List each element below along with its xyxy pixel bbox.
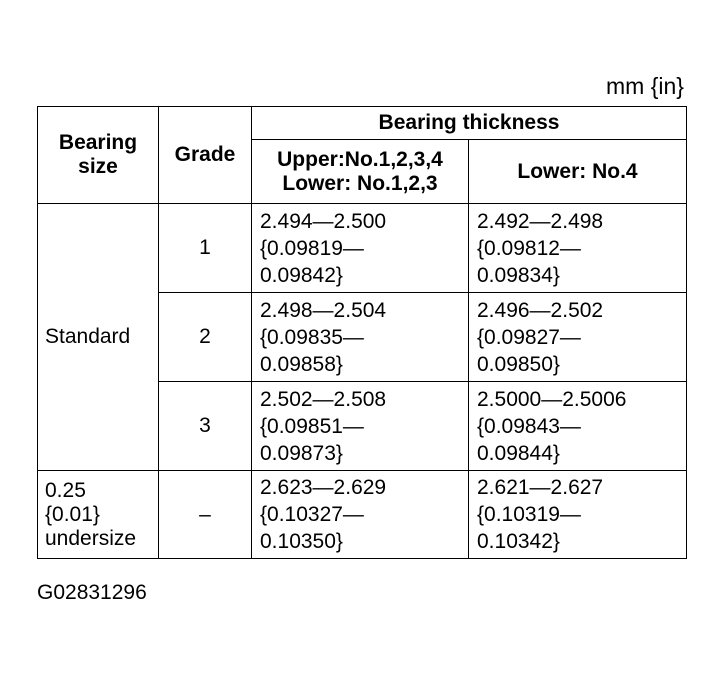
header-bearing-thickness: Bearing thickness — [252, 107, 687, 140]
value-line: 2.498—2.504 — [260, 298, 387, 322]
lower-thickness-cell — [469, 382, 687, 471]
standard-size-cell: Standard — [38, 204, 159, 471]
value-line: 0.09858} — [260, 352, 343, 376]
undersize-size-cell — [38, 471, 159, 559]
value-line: 0.09834} — [477, 263, 560, 287]
value-line: 0.09873} — [260, 441, 343, 465]
value-line: {0.09843— — [477, 414, 581, 438]
lower-thickness-cell — [469, 471, 687, 559]
table-row-undersize — [38, 471, 687, 559]
figure-id: G02831296 — [37, 581, 147, 604]
grade-cell: 1 — [159, 204, 252, 293]
value-line: {0.09851— — [260, 414, 364, 438]
value-line: {0.09835— — [260, 325, 364, 349]
value-line: 2.5000—2.5006 — [477, 387, 627, 411]
value-line: {0.10319— — [477, 503, 581, 526]
value-line: {0.09819— — [260, 236, 364, 260]
bearing-thickness-table — [37, 106, 687, 559]
value-line: 2.494—2.500 — [260, 209, 387, 233]
size-line: undersize — [45, 526, 137, 550]
upper-thickness-cell — [252, 204, 469, 293]
header-bearing-size-line1: Bearing — [58, 131, 138, 154]
grade-cell: 3 — [159, 382, 252, 471]
value-line: 2.496—2.502 — [477, 298, 604, 322]
header-grade: Grade — [159, 107, 252, 204]
value-line: 0.09842} — [260, 263, 343, 287]
header-upper-line1: Upper:No.1,2,3,4 — [277, 147, 443, 171]
header-upper-column — [252, 140, 469, 204]
value-line: 2.492—2.498 — [477, 209, 604, 233]
grade-cell: 2 — [159, 293, 252, 382]
upper-thickness-cell — [252, 293, 469, 382]
table-row-grade-1 — [38, 204, 687, 293]
value-line: 2.621—2.627 — [477, 476, 604, 499]
value-line: 0.10350} — [260, 530, 343, 553]
value-line: 0.09850} — [477, 352, 560, 376]
size-line: {0.01} — [45, 502, 100, 526]
value-line: {0.10327— — [260, 503, 364, 526]
size-line: 0.25 — [45, 478, 86, 502]
header-upper-line2: Lower: No.1,2,3 — [282, 171, 438, 195]
upper-thickness-cell — [252, 471, 469, 559]
upper-thickness-cell — [252, 382, 469, 471]
header-lower-column: Lower: No.4 — [469, 140, 687, 204]
value-line: 2.623—2.629 — [260, 476, 387, 499]
unit-label: mm {in} — [606, 73, 684, 99]
value-line: {0.09827— — [477, 325, 581, 349]
header-bearing-size — [38, 107, 159, 204]
header-row-1 — [38, 107, 687, 140]
lower-thickness-cell — [469, 293, 687, 382]
value-line: 0.09844} — [477, 441, 560, 465]
value-line: 0.10342} — [477, 530, 560, 553]
header-bearing-size-line2: size — [78, 155, 118, 178]
grade-cell: – — [159, 471, 252, 559]
lower-thickness-cell — [469, 204, 687, 293]
value-line: {0.09812— — [477, 236, 581, 260]
value-line: 2.502—2.508 — [260, 387, 387, 411]
